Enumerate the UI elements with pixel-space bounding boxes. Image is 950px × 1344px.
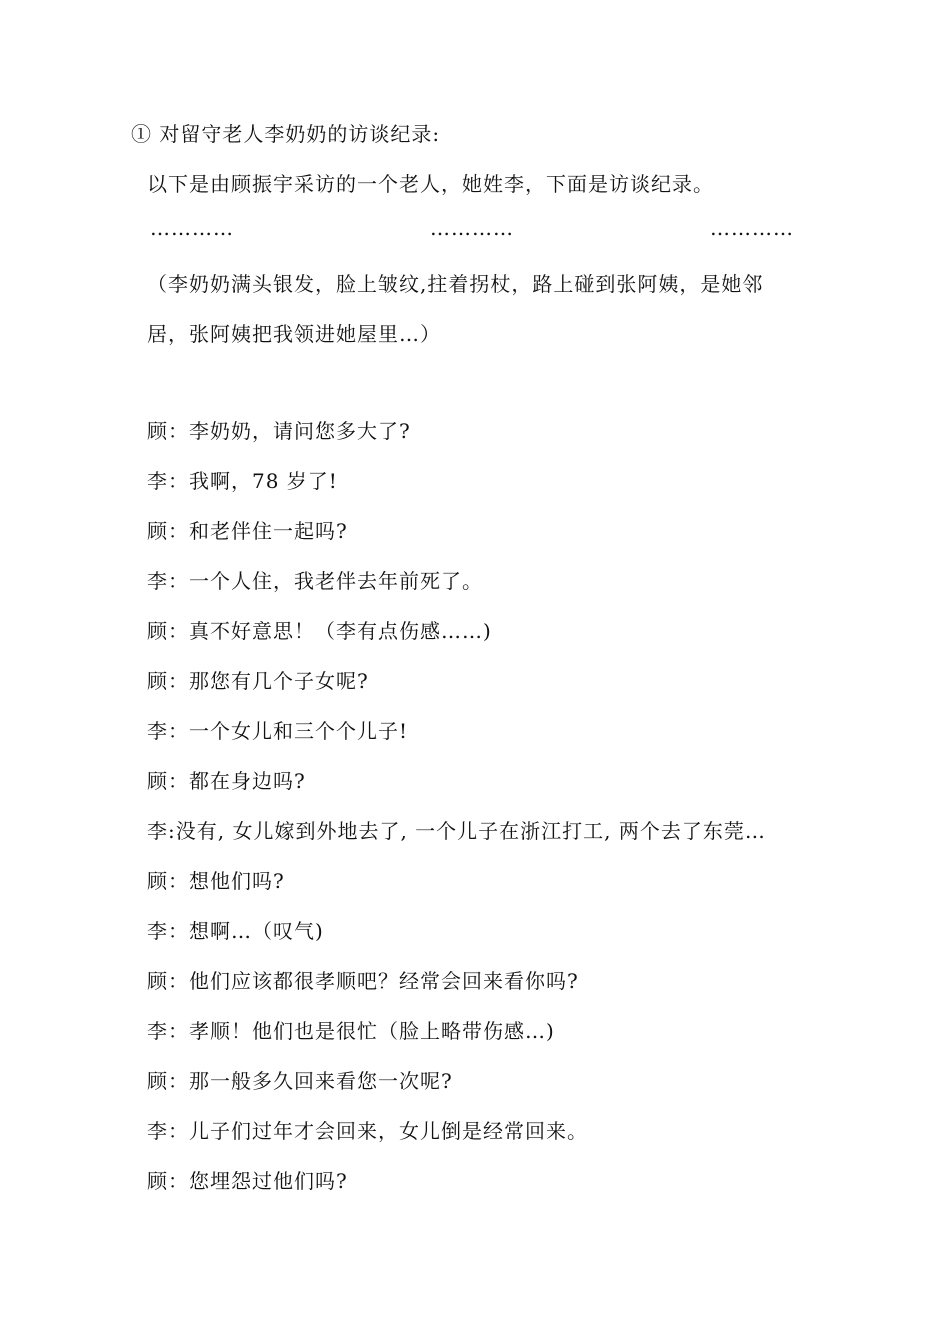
dialogue-text: 那您有几个子女呢? (189, 669, 369, 693)
speaker-label: 顾： (147, 969, 189, 993)
dialogue-text: 一个女儿和三个个儿子! (189, 719, 409, 743)
dialogue-text: 没有, 女儿嫁到外地去了, 一个儿子在浙江打工, 两个去了东莞… (175, 819, 766, 843)
dialogue-turn (147, 667, 766, 717)
dialogue-text: 您埋怨过他们吗? (189, 1169, 348, 1193)
section-heading: ① 对留守老人李奶奶的访谈纪录: (131, 122, 441, 146)
dialogue-turn (147, 917, 766, 967)
dialogue-turn (147, 517, 766, 567)
dialogue-text: 想他们吗? (189, 869, 285, 893)
speaker-label: 顾： (147, 519, 189, 543)
speaker-label: 顾： (147, 669, 189, 693)
speaker-label: 李： (147, 1119, 189, 1143)
ellipsis-separator: ………… (710, 216, 794, 240)
dialogue-text: 想啊…（叹气) (189, 919, 324, 943)
speaker-label: 顾： (147, 769, 189, 793)
dialogue-text: 他们应该都很孝顺吧？经常会回来看你吗? (189, 969, 579, 993)
dialogue-turn (147, 717, 766, 767)
speaker-label: 李： (147, 919, 189, 943)
speaker-label: 顾： (147, 419, 189, 443)
speaker-label: 李: (147, 819, 176, 843)
dialogue-text: 和老伴住一起吗? (189, 519, 348, 543)
interview-dialogue (147, 417, 766, 1217)
dialogue-turn (147, 967, 766, 1017)
dialogue-text: 李奶奶，请问您多大了? (189, 419, 411, 443)
scene-description-line: （李奶奶满头银发，脸上皱纹,拄着拐杖，路上碰到张阿姨，是她邻 (147, 272, 764, 296)
speaker-label: 李： (147, 719, 189, 743)
dialogue-turn (147, 1117, 766, 1167)
dialogue-turn (147, 767, 766, 817)
dialogue-turn (147, 617, 766, 667)
intro-paragraph: 以下是由顾振宇采访的一个老人，她姓李，下面是访谈纪录。 (147, 172, 714, 196)
speaker-label: 顾： (147, 1069, 189, 1093)
dialogue-text: 真不好意思！（李有点伤感……) (189, 619, 492, 643)
dialogue-turn (147, 1167, 766, 1217)
scene-description-line: 居，张阿姨把我领进她屋里…） (147, 322, 441, 346)
dialogue-text: 一个人住，我老伴去年前死了。 (189, 569, 483, 593)
speaker-label: 顾： (147, 869, 189, 893)
dialogue-text: 那一般多久回来看您一次呢? (189, 1069, 453, 1093)
ellipsis-separator: ………… (430, 216, 514, 240)
dialogue-text: 儿子们过年才会回来，女儿倒是经常回来。 (189, 1119, 588, 1143)
dialogue-turn (147, 1067, 766, 1117)
speaker-label: 李： (147, 1019, 189, 1043)
speaker-label: 李： (147, 569, 189, 593)
speaker-label: 李： (147, 469, 189, 493)
dialogue-turn (147, 817, 766, 867)
dialogue-turn (147, 867, 766, 917)
dialogue-turn (147, 417, 766, 467)
dialogue-turn (147, 467, 766, 517)
dialogue-text: 都在身边吗? (189, 769, 306, 793)
speaker-label: 顾： (147, 619, 189, 643)
ellipsis-separator: ………… (150, 216, 234, 240)
dialogue-text: 我啊，78 岁了! (189, 469, 338, 493)
dialogue-turn (147, 567, 766, 617)
speaker-label: 顾： (147, 1169, 189, 1193)
dialogue-turn (147, 1017, 766, 1067)
dialogue-text: 孝顺！他们也是很忙（脸上略带伤感…) (189, 1019, 555, 1043)
